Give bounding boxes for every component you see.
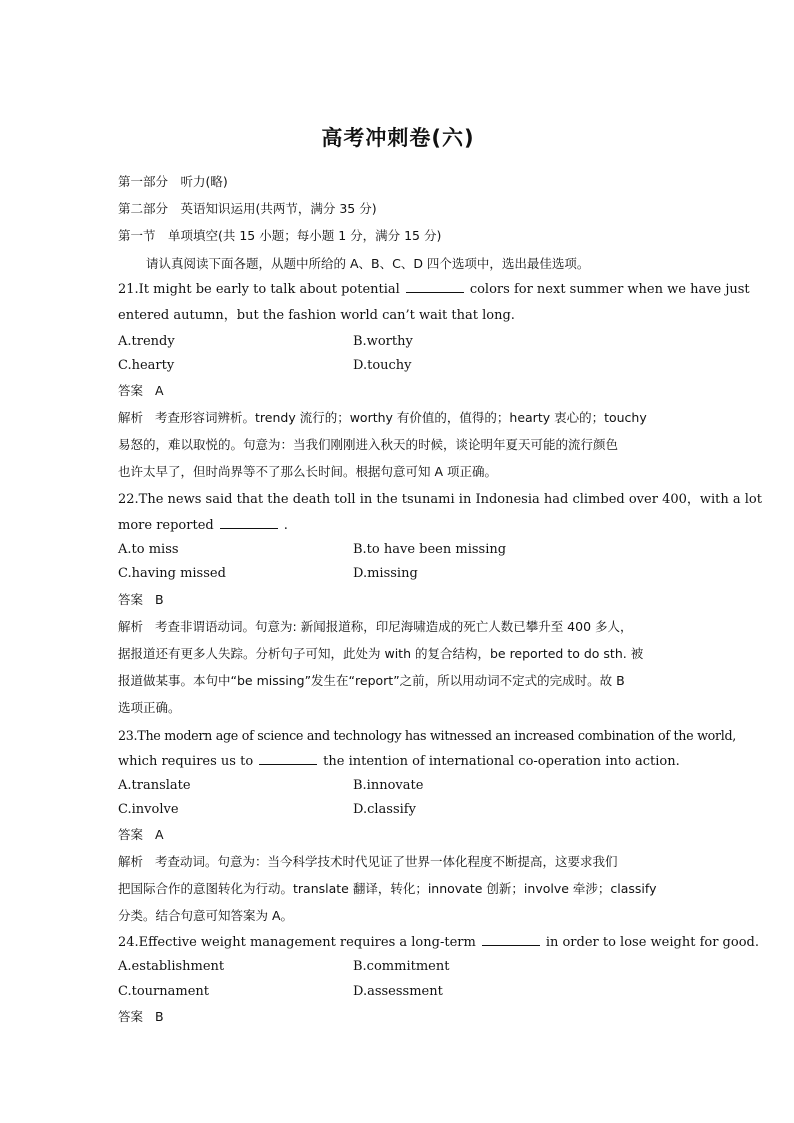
q22-analysis-line2: 据报道还有更多人失踪。分析句子可知，此处为 with 的复合结构，be reported to do sth. 被 — [118, 646, 644, 661]
q23-answer — [118, 826, 164, 844]
q22-stem-line2 — [118, 517, 288, 535]
q22-blank — [220, 517, 278, 529]
q24-stem-line1 — [118, 934, 759, 952]
q23-stem-c: the intention of international co-operation into action. — [323, 754, 680, 769]
q24-stem-b: in order to lose weight for good. — [545, 935, 759, 950]
q24-option-d: D.assessment — [353, 984, 443, 999]
q21-analysis-line2: 易怒的，难以取悦的。句意为：当我们刚刚进入秋天的时候，谈论明年夏天可能的流行颜色 — [118, 437, 619, 452]
q21-option-a: A.trendy — [118, 334, 175, 349]
answer-label: 答案 — [118, 1009, 144, 1024]
q23-stem-line1: 23.The modern age of science and technology has witnessed an increased combination of the world, — [118, 728, 737, 743]
q24-option-b: B.commitment — [353, 959, 450, 974]
answer-label: 答案 — [118, 383, 144, 398]
q23-analysis-line1 — [118, 853, 618, 871]
q24-option-a: A.establishment — [118, 959, 225, 974]
analysis-label: 解析 — [118, 619, 144, 634]
analysis-label: 解析 — [118, 410, 144, 425]
q23-analysis-line3: 分类。结合句意可知答案为 A。 — [118, 908, 294, 923]
q23-option-a: A.translate — [118, 778, 191, 793]
q23-blank — [259, 753, 317, 765]
q22-analysis-line4: 选项正确。 — [118, 700, 181, 715]
page-title: 高考冲刺卷(六) — [321, 126, 475, 150]
q21-stem-b: colors for next summer when we have just — [469, 282, 750, 297]
q21-option-d: D.touchy — [353, 358, 412, 373]
q21-option-c: C.hearty — [118, 358, 175, 373]
q24-stem-a: 24.Effective weight management requires a long-term — [118, 935, 476, 950]
q21-answer-value: A — [155, 383, 164, 398]
q23-option-c: C.involve — [118, 802, 179, 817]
q23-analysis-line2: 把国际合作的意图转化为行动。translate 翻译，转化；innovate 创新；involve 牵涉；classify — [118, 881, 657, 896]
q24-blank — [482, 934, 540, 946]
q21-stem-a: 21.It might be early to talk about potential — [118, 282, 400, 297]
q21-analysis-text1: 考查形容词辨析。trendy 流行的；worthy 有价值的，值得的；hearty 衷心的；touchy — [155, 410, 647, 425]
part2-heading: 第二部分 英语知识运用(共两节，满分 35 分) — [118, 201, 377, 216]
instruction: 请认真阅读下面各题，从题中所给的 A、B、C、D 四个选项中，选出最佳选项。 — [146, 256, 590, 271]
answer-label: 答案 — [118, 827, 144, 842]
q23-analysis-text1: 考查动词。句意为：当今科学技术时代见证了世界一体化程度不断提高，这要求我们 — [155, 854, 618, 869]
q22-stem-line1: 22.The news said that the death toll in the tsunami in Indonesia had climbed over 400，with a lot — [118, 492, 762, 507]
q22-option-d: D.missing — [353, 566, 418, 581]
q21-answer — [118, 382, 164, 400]
part1-heading: 第一部分 听力(略) — [118, 174, 228, 189]
q22-analysis-line3: 报道做某事。本句中“be missing”发生在“report”之前，所以用动词不定式的完成时。故 B — [118, 673, 625, 688]
q24-answer — [118, 1008, 164, 1026]
q21-analysis-line1 — [118, 409, 647, 427]
q24-answer-value: B — [155, 1009, 164, 1024]
q21-blank — [406, 281, 464, 293]
q22-answer-value: B — [155, 592, 164, 607]
answer-label: 答案 — [118, 592, 144, 607]
q22-option-a: A.to miss — [118, 542, 179, 557]
q23-stem-b: which requires us to — [118, 754, 254, 769]
q23-answer-value: A — [155, 827, 164, 842]
q22-stem-b: more reported — [118, 518, 214, 533]
q22-option-c: C.having missed — [118, 566, 226, 581]
q22-analysis-line1 — [118, 618, 633, 636]
q21-analysis-line3: 也许太早了，但时尚界等不了那么长时间。根据句意可知 A 项正确。 — [118, 464, 497, 479]
q21-stem-line2: entered autumn，but the fashion world can’t wait that long. — [118, 308, 515, 323]
q22-answer — [118, 591, 164, 609]
q23-option-d: D.classify — [353, 802, 416, 817]
q22-analysis-text1: 考查非谓语动词。句意为: 新闻报道称，印尼海啸造成的死亡人数已攀升至 400 多人， — [155, 619, 633, 634]
analysis-label: 解析 — [118, 854, 144, 869]
q22-option-b: B.to have been missing — [353, 542, 507, 557]
q23-stem-line2 — [118, 753, 680, 771]
q23-option-b: B.innovate — [353, 778, 424, 793]
q21-stem-line1 — [118, 281, 750, 299]
q21-option-b: B.worthy — [353, 334, 413, 349]
q24-option-c: C.tournament — [118, 984, 209, 999]
section1-heading: 第一节 单项填空(共 15 小题；每小题 1 分，满分 15 分) — [118, 228, 442, 243]
q22-stem-c: . — [283, 518, 288, 533]
